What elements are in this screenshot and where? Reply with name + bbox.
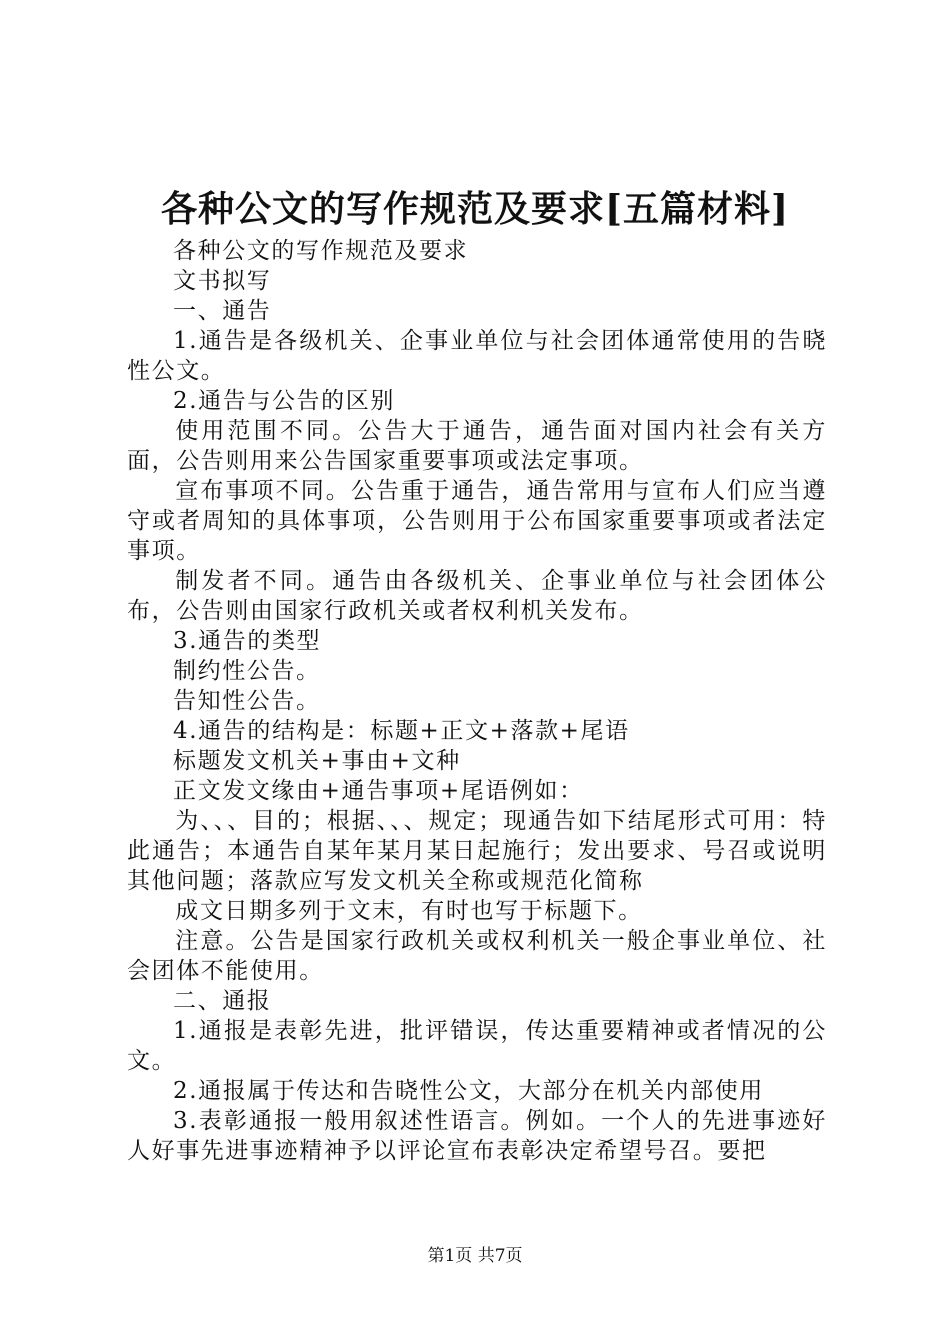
paragraph: 1.通报是表彰先进，批评错误，传达重要精神或者情况的公文。 [127,1018,827,1074]
paragraph-heading-notice: 一、通告 [173,298,272,324]
paragraph: 使用范围不同。公告大于通告，通告面对国内社会有关方面，公告则用来公告国家重要事项或法定事项。 [127,418,827,474]
document-title: 各种公文的写作规范及要求[五篇材料] [160,188,790,230]
paragraph: 成文日期多列于文末，有时也写于标题下。 [175,898,643,924]
paragraph: 2.通告与公告的区别 [173,388,395,414]
paragraph: 宣布事项不同。公告重于通告，通告常用与宣布人们应当遵守或者周知的具体事项，公告则用于公布国家重要事项或者法定事项。 [127,478,827,564]
paragraph: 4.通告的结构是：标题+正文+落款+尾语 [173,718,630,744]
paragraph-subtitle: 各种公文的写作规范及要求 [173,238,469,264]
paragraph-heading-bulletin: 二、通报 [173,988,272,1014]
document-body [127,236,827,1166]
paragraph: 2.通报属于传达和告晓性公文，大部分在机关内部使用 [173,1078,764,1104]
paragraph: 制约性公告。 [173,658,321,684]
paragraph: 注意。公告是国家行政机关或权利机关一般企事业单位、社会团体不能使用。 [127,928,827,984]
paragraph: 告知性公告。 [173,688,321,714]
paragraph-section-heading: 文书拟写 [173,268,272,294]
paragraph: 制发者不同。通告由各级机关、企事业单位与社会团体公布，公告则由国家行政机关或者权利机关发布。 [127,568,827,624]
paragraph: 1.通告是各级机关、企事业单位与社会团体通常使用的告晓性公文。 [127,328,827,384]
paragraph: 正文发文缘由+通告事项+尾语例如： [173,778,584,804]
paragraph: 为、、、目的；根据、、、规定；现通告如下结尾形式可用：特此通告；本通告自某年某月某日起施行；发出要求、号召或说明其他问题；落款应写发文机关全称或规范化简称 [127,808,827,894]
paragraph: 标题发文机关+事由+文种 [173,748,461,774]
paragraph: 3.表彰通报一般用叙述性语言。例如。一个人的先进事迹好人好事先进事迹精神予以评论宣布表彰决定希望号召。要把 [127,1108,827,1164]
page-number-footer: 第1页 共7页 [427,1246,523,1266]
paragraph: 3.通告的类型 [173,628,322,654]
